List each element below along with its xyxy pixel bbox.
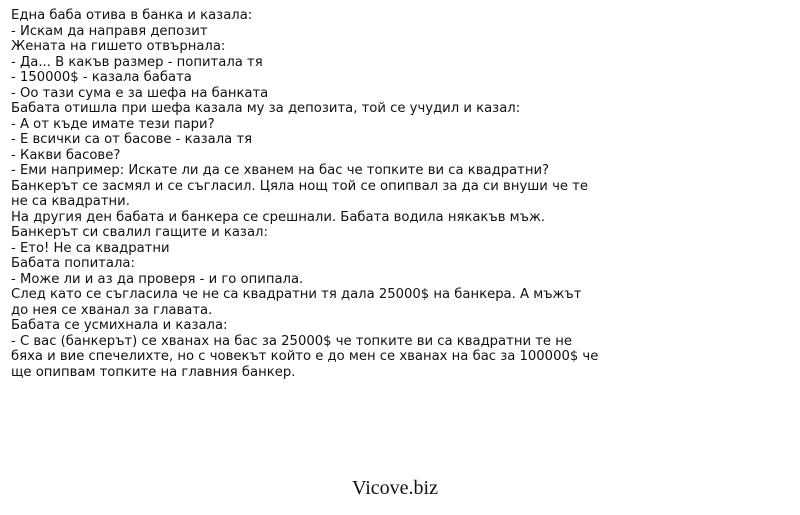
joke-line: Бабата попитала: bbox=[11, 256, 135, 271]
joke-line: Банкерът се засмял и се съгласил. Цяла нощ той се опипвал за да си внуши че те не са квадратни. bbox=[11, 178, 588, 209]
joke-line: - Да... В какъв размер - попитала тя bbox=[11, 54, 263, 70]
joke-line: - Еми например: Искате ли да се хванем на бас че топките ви са квадратни? bbox=[11, 163, 550, 178]
joke-line: - Искам да направя депозит bbox=[11, 23, 208, 39]
joke-line: След като се съгласила че не са квадратни тя дала 25000$ на банкера. А мъжът до нея се хванал за главата. bbox=[11, 287, 582, 318]
joke-line: Банкерът си свалил гащите и казал: bbox=[11, 225, 268, 240]
joke-line: - Оо тази сума е за шефа на банката bbox=[11, 85, 269, 101]
joke-line: - 150000$ - казала бабата bbox=[11, 70, 192, 85]
joke-line: Бабата отишла при шефа казала му за депозита, той се учудил и казал: bbox=[11, 101, 521, 116]
joke-line: - С вас (банкерът) се хванах на бас за 25000$ че топките ви са квадратни те не бяха и вие спечелихте, но с човекът който е до мен се хванах на бас за 100000$ че ще опипвам топките на главния банкер. bbox=[11, 333, 599, 380]
joke-line: - Е всички са от басове - казала тя bbox=[11, 132, 253, 147]
joke-line: - Ето! Не са квадратни bbox=[11, 240, 170, 256]
joke-line: На другия ден бабата и банкера се срешнали. Бабата водила някакъв мъж. bbox=[11, 209, 546, 225]
joke-line: - Какви басове? bbox=[11, 147, 121, 163]
joke-line: - Може ли и аз да проверя - и го опипала. bbox=[11, 271, 304, 287]
joke-line: Бабата се усмихнала и казала: bbox=[11, 318, 228, 333]
joke-line: Една баба отива в банка и казала: bbox=[11, 8, 253, 23]
joke-line: Жената на гишето отвърнала: bbox=[11, 39, 226, 54]
joke-text bbox=[11, 8, 601, 380]
joke-line: - А от къде имате тези пари? bbox=[11, 116, 215, 132]
site-watermark: Vicove.biz bbox=[352, 477, 438, 499]
